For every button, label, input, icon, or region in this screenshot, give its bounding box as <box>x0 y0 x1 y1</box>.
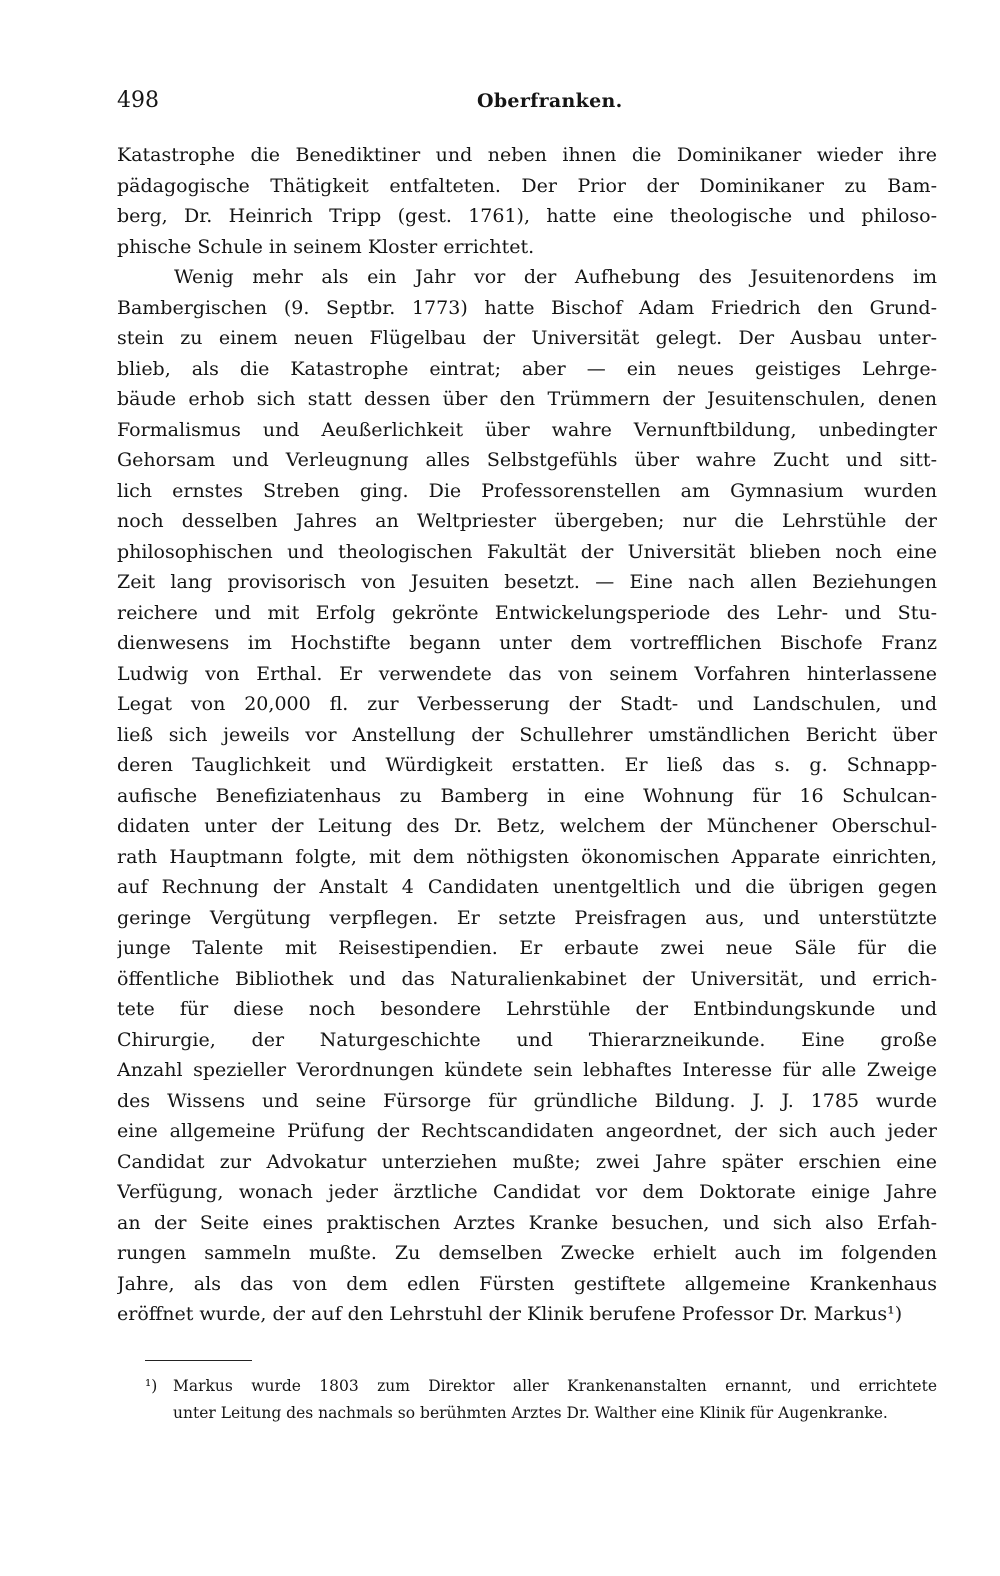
text-line: noch desselben Jahres an Weltpriester übergeben; nur die Lehrstühle der <box>117 510 937 532</box>
text-line: bäude erhob sich statt dessen über den Trümmern der Jesuitenschulen, denen <box>117 388 937 410</box>
text-line: Gehorsam und Verleugnung alles Selbstgefühls über wahre Zucht und sitt- <box>117 449 937 471</box>
text-line: lich ernstes Streben ging. Die Professorenstellen am Gymnasium wurden <box>117 479 937 502</box>
body-text <box>117 140 937 1330</box>
text-line: des Wissens und seine Fürsorge für gründliche Bildung. J. J. 1785 wurde <box>117 1089 937 1112</box>
footnote <box>145 1373 937 1427</box>
footnote-text: Markus wurde 1803 zum Direktor aller Krankenanstalten ernannt, und errichtete <box>173 1377 937 1395</box>
text-line: rath Hauptmann folgte, mit dem nöthigsten ökonomischen Apparate einrichten, <box>117 845 937 868</box>
text-line: Legat von 20,000 fl. zur Verbesserung der Stadt- und Landschulen, und <box>117 693 937 715</box>
text-line: Verfügung, wonach jeder ärztliche Candidat vor dem Doktorate einige Jahre <box>117 1181 937 1203</box>
text-line: eine allgemeine Prüfung der Rechtscandidaten angeordnet, der sich auch jeder <box>117 1120 937 1142</box>
text-line: tete für diese noch besondere Lehrstühle der Entbindungskunde und <box>117 998 937 1020</box>
footnote-line: unter Leitung des nachmals so berühmten Arztes Dr. Walther eine Klinik für Augenkranke. <box>173 1404 888 1422</box>
text-line: blieb, als die Katastrophe eintrat; aber — ein neues geistiges Lehrge- <box>117 357 937 380</box>
text-line: didaten unter der Leitung des Dr. Betz, welchem der Münchener Oberschul- <box>117 815 937 837</box>
text-line: rungen sammeln mußte. Zu demselben Zwecke erhielt auch im folgenden <box>117 1242 937 1264</box>
text-line: eröffnet wurde, der auf den Lehrstuhl der Klinik berufene Professor Dr. Markus¹) <box>117 1303 903 1325</box>
page-number: 498 <box>117 88 159 113</box>
text-line: Wenig mehr als ein Jahr vor der Aufhebung des Jesuitenordens im <box>174 266 937 288</box>
text-line: phische Schule in seinem Kloster errichtet. <box>117 235 535 258</box>
footnote-divider <box>145 1360 252 1361</box>
text-line: philosophischen und theologischen Fakultät der Universität blieben noch eine <box>117 540 937 563</box>
page-header <box>117 88 937 122</box>
text-line: ließ sich jeweils vor Anstellung der Schullehrer umständlichen Bericht über <box>117 723 937 746</box>
text-line: Anzahl spezieller Verordnungen kündete sein lebhaftes Interesse für alle Zweige <box>117 1059 937 1081</box>
text-line: Candidat zur Advokatur unterziehen mußte; zwei Jahre später erschien eine <box>117 1150 937 1173</box>
text-line: geringe Vergütung verpflegen. Er setzte Preisfragen aus, und unterstützte <box>117 906 937 929</box>
text-line: Jahre, als das von dem edlen Fürsten gestiftete allgemeine Krankenhaus <box>117 1272 937 1295</box>
text-line: Katastrophe die Benediktiner und neben ihnen die Dominikaner wieder ihre <box>117 144 937 166</box>
running-head: Oberfranken. <box>477 90 623 112</box>
text-line: junge Talente mit Reisestipendien. Er erbaute zwei neue Säle für die <box>117 937 937 959</box>
footnote-marker: ¹) <box>145 1377 158 1395</box>
text-line: an der Seite eines praktischen Arztes Kranke besuchen, und sich also Erfah- <box>117 1211 937 1234</box>
text-line: auf Rechnung der Anstalt 4 Candidaten unentgeltlich und die übrigen gegen <box>117 876 937 898</box>
text-line: aufische Benefiziatenhaus zu Bamberg in eine Wohnung für 16 Schulcan- <box>117 784 937 807</box>
text-line: Formalismus und Aeußerlichkeit über wahre Vernunftbildung, unbedingter <box>117 418 937 441</box>
text-line: Bambergischen (9. Septbr. 1773) hatte Bischof Adam Friedrich den Grund- <box>117 296 937 319</box>
text-line: pädagogische Thätigkeit entfalteten. Der Prior der Dominikaner zu Bam- <box>117 174 937 197</box>
text-line: Ludwig von Erthal. Er verwendete das von seinem Vorfahren hinterlassene <box>117 662 937 685</box>
text-line: Chirurgie, der Naturgeschichte und Thierarzneikunde. Eine große <box>117 1028 937 1051</box>
text-line: öffentliche Bibliothek und das Naturalienkabinet der Universität, und errich- <box>117 967 937 990</box>
text-line: deren Tauglichkeit und Würdigkeit erstatten. Er ließ das s. g. Schnapp- <box>117 754 937 776</box>
text-line: berg, Dr. Heinrich Tripp (gest. 1761), hatte eine theologische und philoso- <box>117 205 937 227</box>
text-line: stein zu einem neuen Flügelbau der Universität gelegt. Der Ausbau unter- <box>117 327 937 349</box>
footnote-line <box>145 1373 937 1400</box>
text-line: Zeit lang provisorisch von Jesuiten besetzt. — Eine nach allen Beziehungen <box>117 571 937 593</box>
text-line: reichere und mit Erfolg gekrönte Entwickelungsperiode des Lehr- und Stu- <box>117 601 937 624</box>
text-line: dienwesens im Hochstifte begann unter dem vortrefflichen Bischofe Franz <box>117 632 937 654</box>
